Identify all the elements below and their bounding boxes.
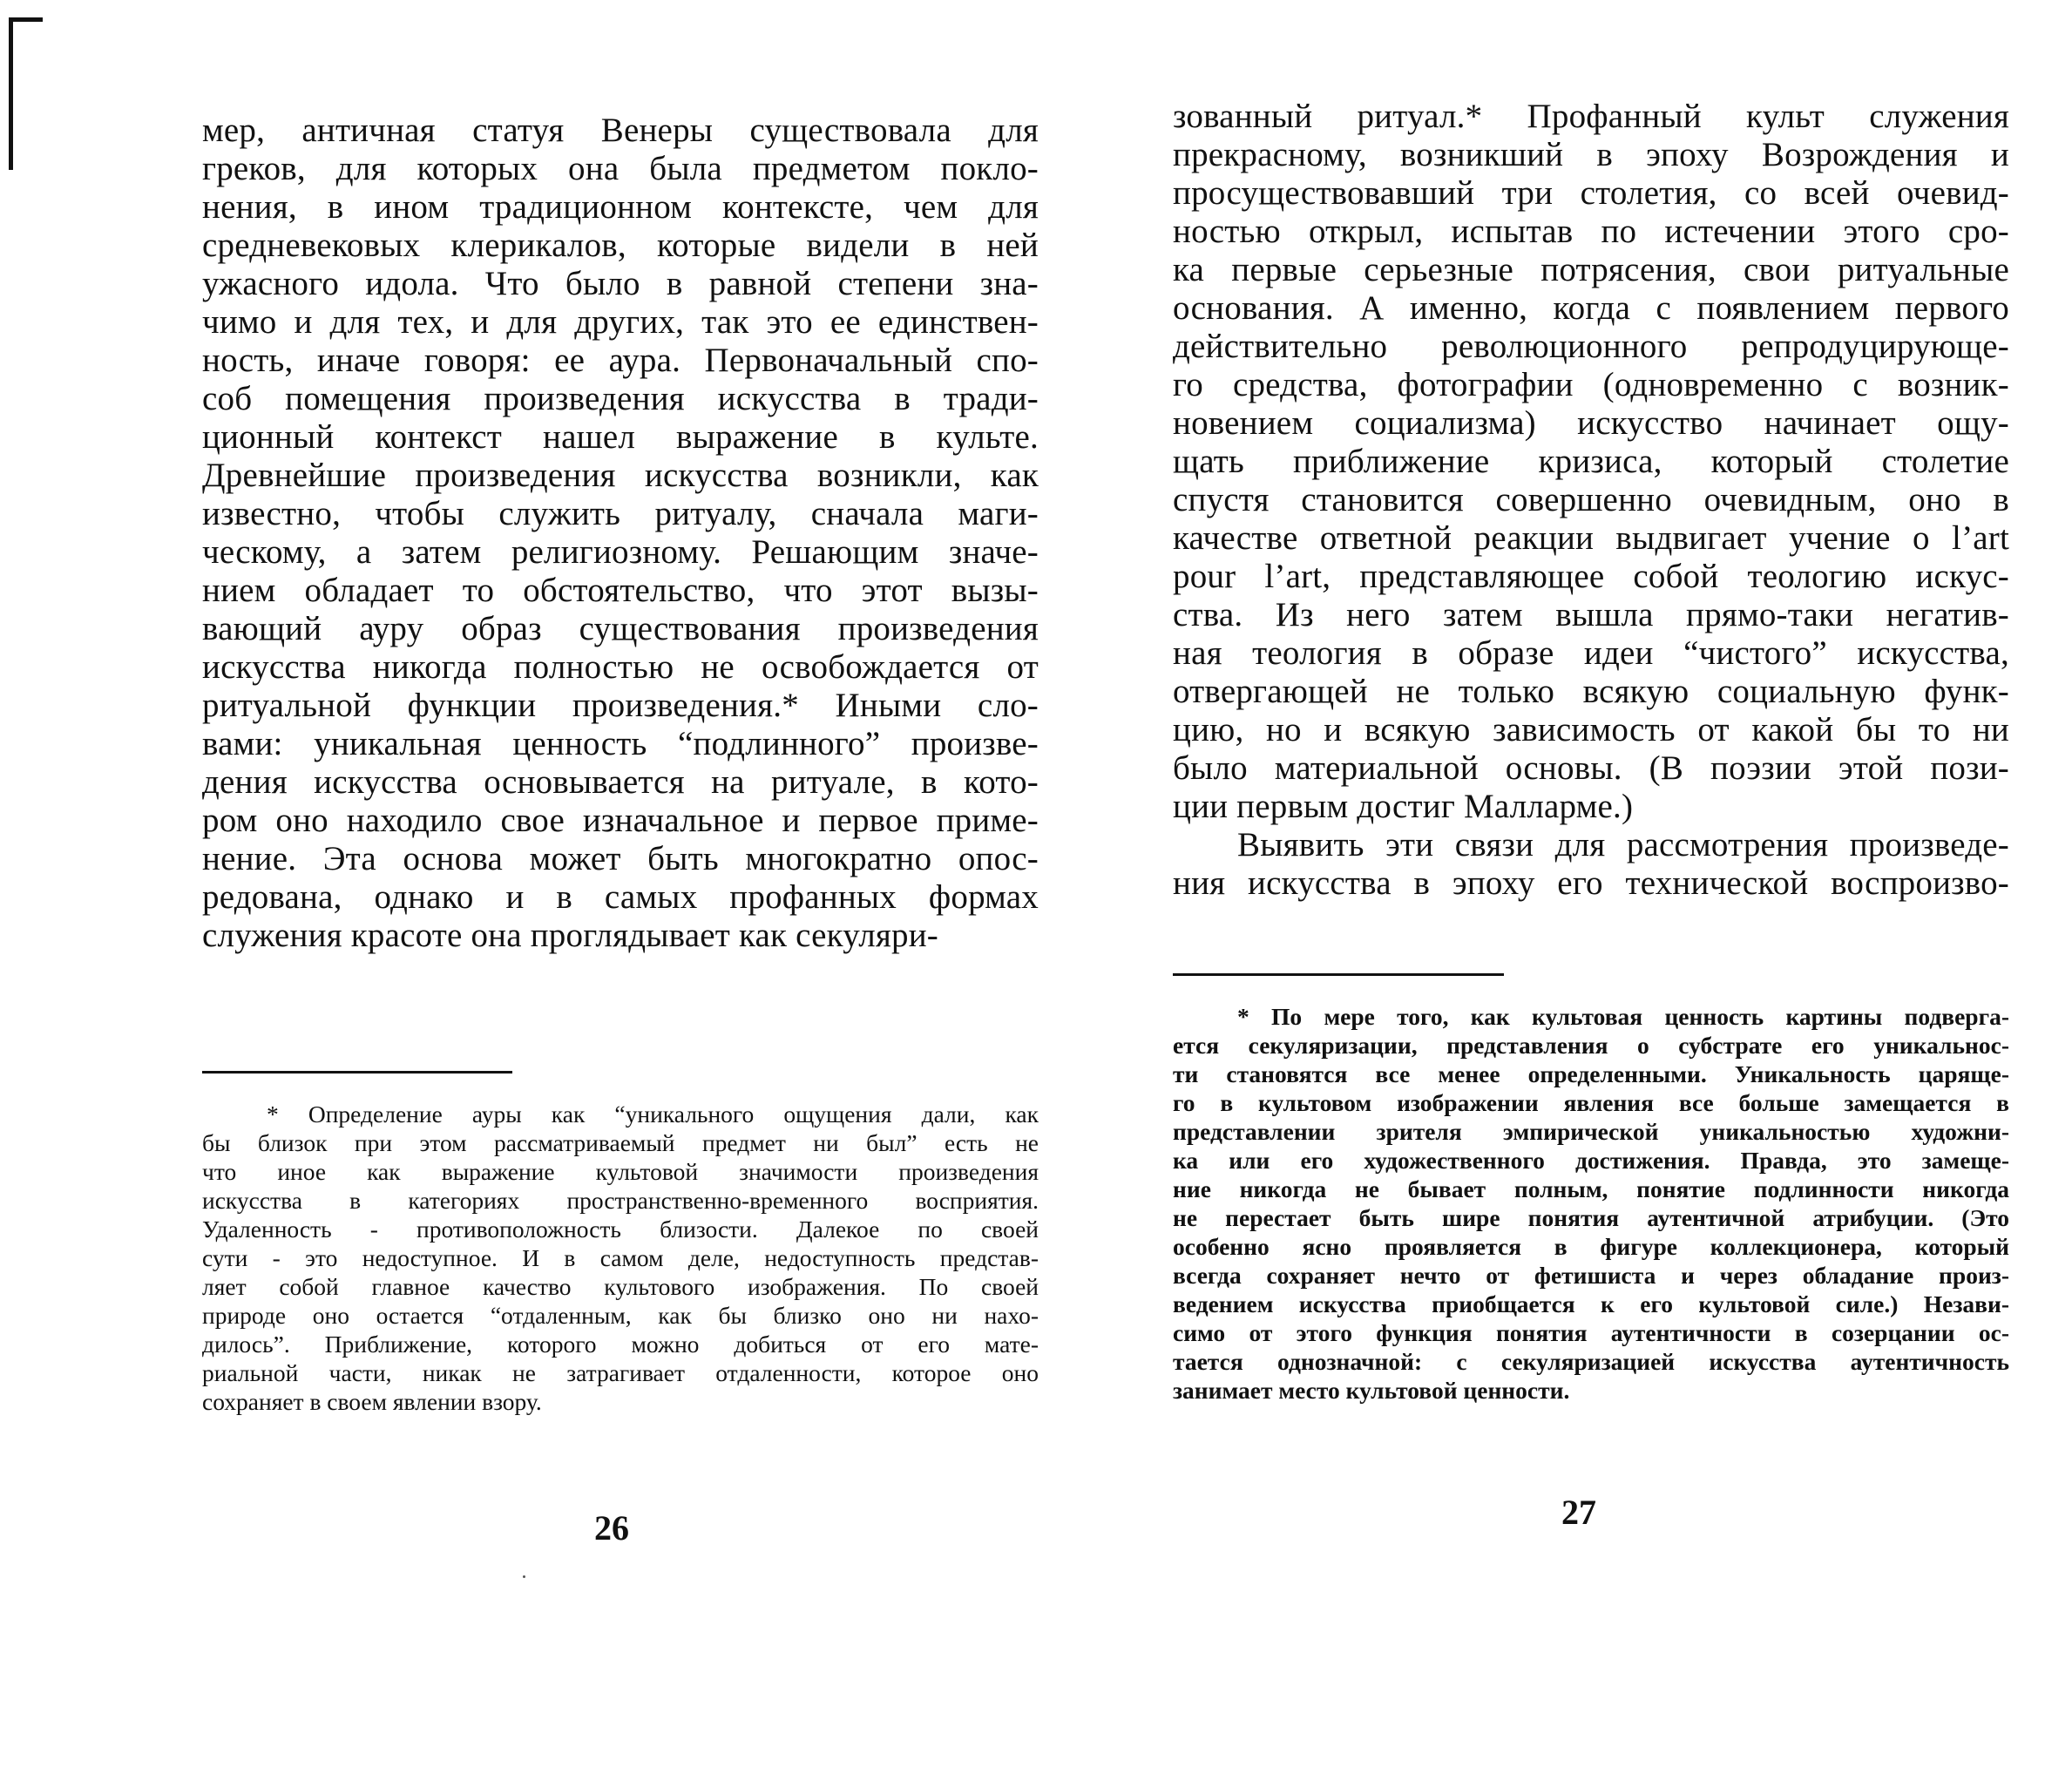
right-footnote-line: * По мере того, как культовая ценность картины подверга- <box>1237 1003 2009 1030</box>
right-footnote-line: ведением искусства приобщается к его культовой силе.) Незави- <box>1173 1290 2009 1317</box>
right-body-line: Выявить эти связи для рассмотрения произведе- <box>1237 826 2009 864</box>
left-body-line: ром оно находило свое изначальное и первое приме- <box>202 802 1039 839</box>
right-body-line: новением социализма) искусство начинает ощу- <box>1173 404 2009 442</box>
right-body-line: pour l’art, представляющее собой теологию искус- <box>1173 558 2009 595</box>
footnote-rule <box>1173 973 1504 976</box>
left-body-line: ционный контекст нашел выражение в культе. <box>202 418 1039 456</box>
page-number: 26 <box>594 1508 629 1548</box>
left-body-line: средневековых клерикалов, которые видели в ней <box>202 227 1039 264</box>
right-footnote-line: го в культовом изображении явления все больше замещается в <box>1173 1089 2009 1116</box>
left-body-line: мер, античная статуя Венеры существовала для <box>202 112 1039 149</box>
right-body-line: спустя становится совершенно очевидным, оно в <box>1173 481 2009 518</box>
left-body-line: Древнейшие произведения искусства возникли, как <box>202 457 1039 494</box>
left-footnote-line: сохраняет в своем явлении взору. <box>202 1388 542 1415</box>
left-page <box>202 0 1039 1788</box>
right-footnote-line: представлении зрителя эмпирической уникальностью художни- <box>1173 1118 2009 1145</box>
right-footnote-line: ка или его художественного достижения. Правда, это замеще- <box>1173 1147 2009 1174</box>
crop-mark <box>9 17 43 170</box>
right-page <box>1173 0 2009 1788</box>
right-body-line: действительно революционного репродуцирующе- <box>1173 328 2009 365</box>
left-body-line: ужасного идола. Что было в равной степени зна- <box>202 265 1039 302</box>
right-body-line: отвергающей не только всякую социальную функ- <box>1173 673 2009 710</box>
left-body-line: греков, для которых она была предметом покло- <box>202 150 1039 187</box>
right-body-line: было материальной основы. (В поэзии этой пози- <box>1173 749 2009 787</box>
left-body-line: нения, в ином традиционном контексте, чем для <box>202 188 1039 226</box>
right-footnote-line: ние никогда не бывает полным, понятие подлинности никогда <box>1173 1175 2009 1202</box>
left-footnote-line: ляет собой главное качество культового изображения. По своей <box>202 1273 1039 1300</box>
footnote-rule <box>202 1071 512 1073</box>
left-body-line: вами: уникальная ценность “подлинного” произве- <box>202 725 1039 762</box>
left-body-line: ность, иначе говоря: ее аура. Первоначальный спо- <box>202 342 1039 379</box>
left-body-line: ческому, а затем религиозному. Решающим значе- <box>202 533 1039 571</box>
right-body-line: основания. А именно, когда с появлением первого <box>1173 289 2009 327</box>
right-body-line: ства. Из него затем вышла прямо-таки негатив- <box>1173 596 2009 633</box>
right-body-line: ния искусства в эпоху его технической воспроизво- <box>1173 864 2009 902</box>
right-footnote-line: тается однозначной: с секуляризацией искусства аутентичность <box>1173 1348 2009 1375</box>
left-body-line: чимо и для тех, и для других, так это ее единствен- <box>202 303 1039 341</box>
right-body-line: зованный ритуал.* Профанный культ служения <box>1173 98 2009 135</box>
left-body-line: ритуальной функции произведения.* Иными сло- <box>202 687 1039 724</box>
left-body-line: служения красоте она проглядывает как секуляри- <box>202 917 938 954</box>
right-body-line: качестве ответной реакции выдвигает учение о l’art <box>1173 519 2009 557</box>
left-footnote-line: что иное как выражение культовой значимости произведения <box>202 1158 1039 1185</box>
left-body-line: искусства никогда полностью не освобождается от <box>202 648 1039 686</box>
left-body-line: нение. Эта основа может быть многократно опос- <box>202 840 1039 877</box>
page-number: 27 <box>1561 1493 1596 1532</box>
left-footnote-line: * Определение ауры как “уникального ощущения дали, как <box>267 1101 1039 1128</box>
scan-speck <box>523 1575 525 1578</box>
right-body-line: ная теология в образе идеи “чистого” искусства, <box>1173 634 2009 672</box>
left-footnote-line: бы близок при этом рассматриваемый предмет ни был” есть не <box>202 1129 1039 1156</box>
left-footnote-line: риальной части, никак не затрагивает отдаленности, которое оно <box>202 1359 1039 1386</box>
right-body-line: ка первые серьезные потрясения, свои ритуальные <box>1173 251 2009 288</box>
left-body-line: известно, чтобы служить ритуалу, сначала маги- <box>202 495 1039 532</box>
right-body-line: ции первым достиг Малларме.) <box>1173 788 1634 825</box>
left-footnote-line: дилось”. Приближение, которого можно добиться от его мате- <box>202 1331 1039 1358</box>
right-body-line: прекрасному, возникший в эпоху Возрождения и <box>1173 136 2009 173</box>
right-footnote-line: особенно ясно проявляется в фигуре коллекционера, который <box>1173 1233 2009 1260</box>
right-footnote-line: не перестает быть шире понятия аутентичной атрибуции. (Это <box>1173 1204 2009 1231</box>
left-footnote-line: искусства в категориях пространственно-временного восприятия. <box>202 1187 1039 1214</box>
left-body-line: соб помещения произведения искусства в тради- <box>202 380 1039 417</box>
left-footnote-line: Удаленность - противоположность близости. Далекое по своей <box>202 1216 1039 1243</box>
left-footnote-line: природе оно остается “отдаленным, как бы близко оно ни нахо- <box>202 1302 1039 1329</box>
left-body-line: редована, однако и в самых профанных формах <box>202 878 1039 916</box>
right-footnote-line: всегда сохраняет нечто от фетишиста и через обладание произ- <box>1173 1262 2009 1289</box>
right-footnote-line: симо от этого функция понятия аутентичности в созерцании ос- <box>1173 1319 2009 1346</box>
left-footnote-line: сути - это недоступное. И в самом деле, недоступность представ- <box>202 1244 1039 1271</box>
right-footnote-line: ти становятся все менее определенными. Уникальность царяще- <box>1173 1060 2009 1087</box>
left-body-line: вающий ауру образ существования произведения <box>202 610 1039 647</box>
right-body-line: го средства, фотографии (одновременно с возник- <box>1173 366 2009 403</box>
right-body-line: цию, но и всякую зависимость от какой бы то ни <box>1173 711 2009 748</box>
right-footnote-line: занимает место культовой ценности. <box>1173 1377 1570 1404</box>
right-body-line: щать приближение кризиса, который столетие <box>1173 443 2009 480</box>
right-body-line: просуществовавший три столетия, со всей очевид- <box>1173 174 2009 212</box>
right-body-line: ностью открыл, испытав по истечении этого сро- <box>1173 213 2009 250</box>
left-body-line: дения искусства основывается на ритуале, в кото- <box>202 763 1039 801</box>
left-body-line: нием обладает то обстоятельство, что этот вызы- <box>202 572 1039 609</box>
right-footnote-line: ется секуляризации, представления о субстрате его уникальнос- <box>1173 1032 2009 1059</box>
